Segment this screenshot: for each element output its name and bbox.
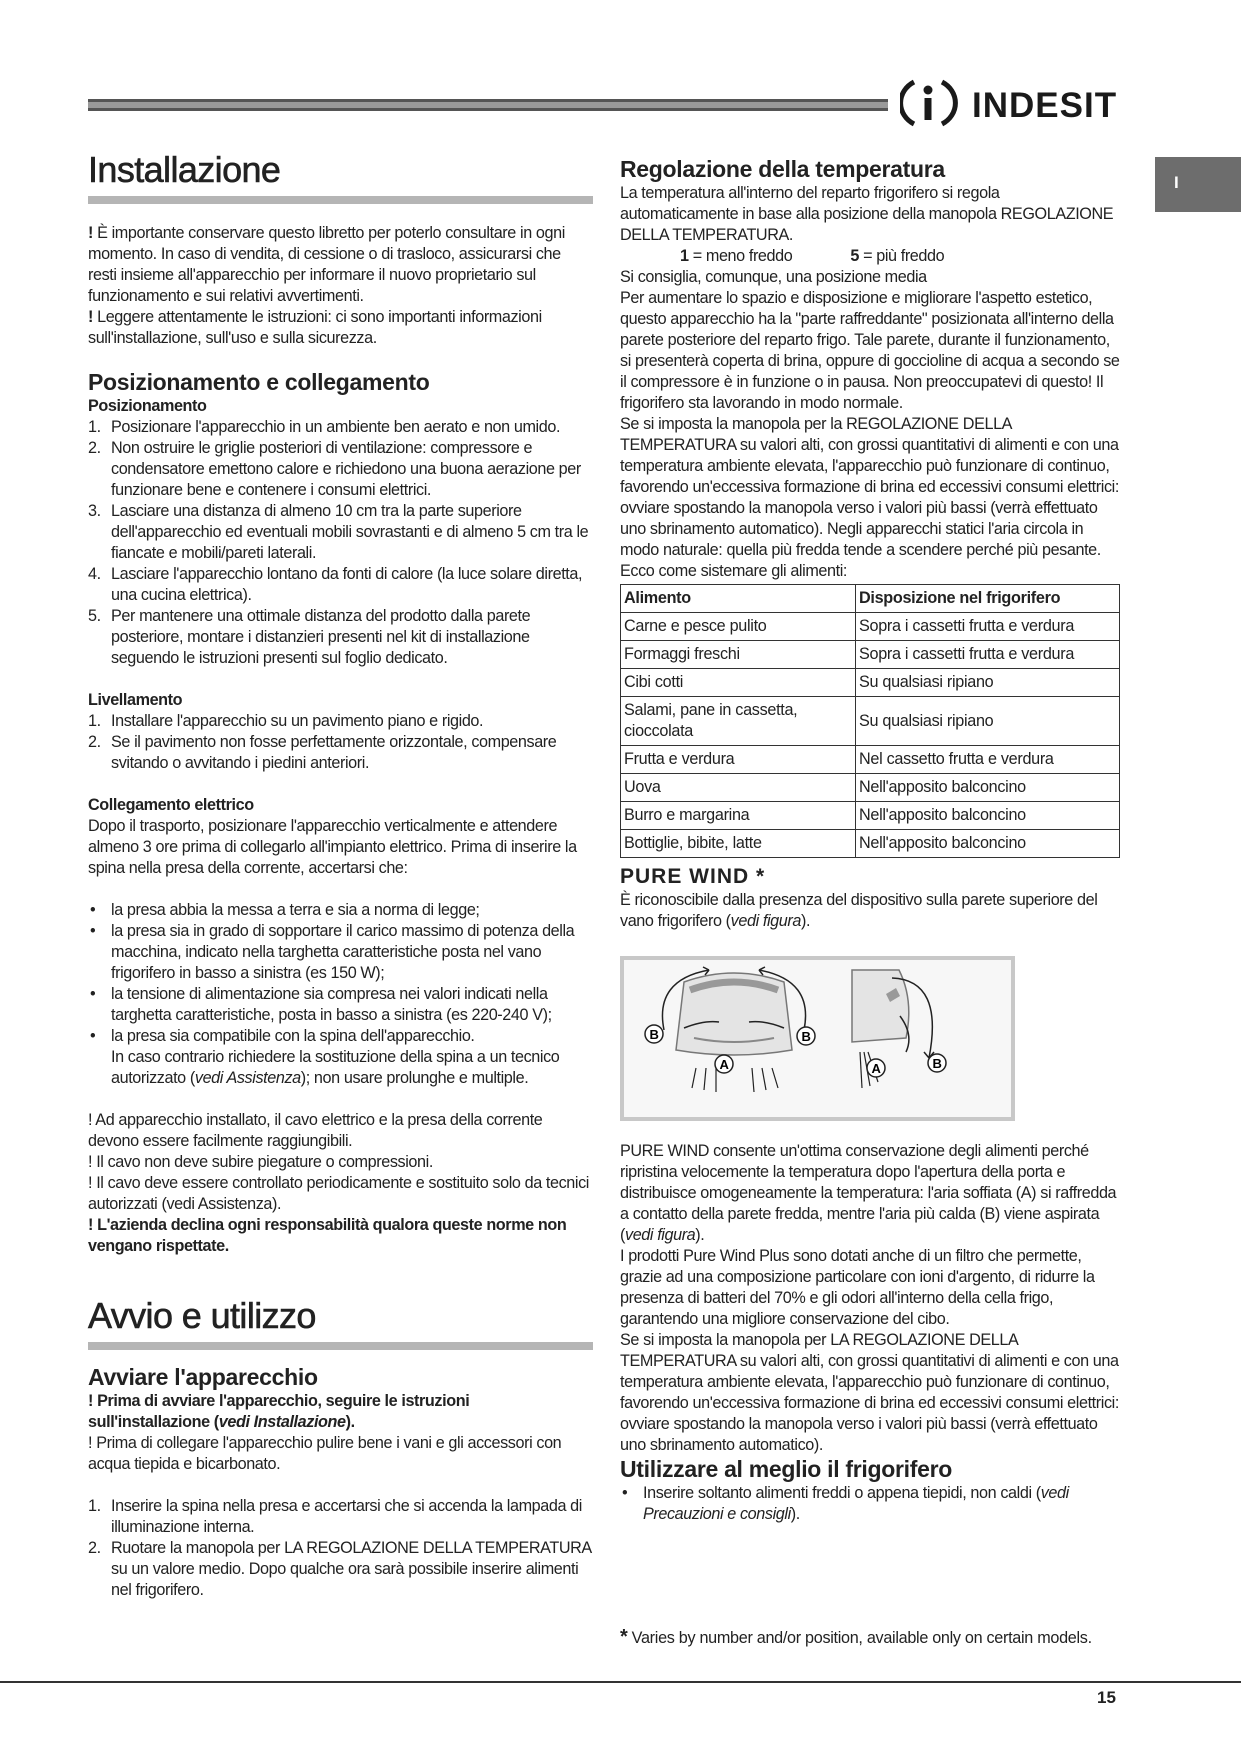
list-item: 2. Se il pavimento non fosse perfettamente orizzontale, compensare svitando o avvitando i piedini anteriori. bbox=[88, 733, 557, 772]
warning-3: ! Il cavo deve essere controllato periodicamente e sostituito solo da tecnici autorizzati (vedi Assistenza). bbox=[88, 1174, 589, 1213]
label-b-right: B bbox=[801, 1029, 811, 1044]
utilizzare-heading: Utilizzare al meglio il frigorifero bbox=[620, 1456, 953, 1482]
posizionamento-list bbox=[88, 417, 593, 669]
table-row: Bottiglie, bibite, latte Nell'apposito balconcino bbox=[621, 830, 1120, 858]
intro-paragraph-2: ! Leggere attentamente le istruzioni: ci sono importanti informazioni sull'installazione, sull'uso e sulla sicurezza. bbox=[88, 308, 542, 347]
collegamento-subheading: Collegamento elettrico bbox=[88, 796, 254, 814]
list-item: • la presa sia in grado di sopportare il carico massimo di potenza della macchina, indicato nella targhetta caratteristiche posta nel vano frigorifero in basso a sinistra (es 150 W); bbox=[88, 921, 593, 984]
temperature-scale: 1 = meno freddo 5 = più freddo bbox=[680, 247, 945, 265]
table-row: Burro e margarina Nell'apposito balconcino bbox=[621, 802, 1120, 830]
pure-wind-diagram-icon bbox=[624, 960, 1011, 1117]
title-rule bbox=[88, 196, 593, 204]
header-rule bbox=[88, 99, 888, 111]
table-header-cell: Disposizione nel frigorifero bbox=[856, 585, 1120, 613]
pure-wind-paragraph-1: PURE WIND consente un'ottima conservazione degli alimenti perché ripristina velocemente la temperatura dopo l'apertura della porta e distribuisce omogeneamente la temperatura: l'aria soffiata (A) si raffredda a contatto della parete fredda, mentre l'aria più calda (B) viene aspirata (vedi figura). bbox=[620, 1142, 1117, 1244]
posizionamento-subheading: Posizionamento bbox=[88, 397, 207, 415]
collegamento-bullets bbox=[88, 900, 593, 1089]
intro-paragraph-1: ! È importante conservare questo libretto per poterlo consultare in ogni momento. In caso di vendita, di cessione o di trasloco, assicurarsi che resti insieme all'apparecchio per informare il nuovo proprietario sul funzionamento e sui relativi avvertimenti. bbox=[88, 224, 565, 305]
info-i-logo-icon bbox=[900, 76, 972, 130]
footer-rule bbox=[0, 1681, 1241, 1683]
title-rule bbox=[88, 1342, 593, 1350]
page-number: 15 bbox=[1097, 1688, 1116, 1707]
language-tab: I bbox=[1155, 157, 1241, 212]
label-b-side: B bbox=[932, 1056, 942, 1071]
posizionamento-heading: Posizionamento e collegamento bbox=[88, 369, 430, 395]
avviare-list bbox=[88, 1496, 593, 1601]
list-item: 3. Lasciare una distanza di almeno 10 cm tra la parte superiore dell'apparecchio ed eventuali mobili sovrastanti e di almeno 5 cm tra le fiancate e mobili/pareti laterali. bbox=[88, 502, 589, 562]
avviare-heading: Avviare l'apparecchio bbox=[88, 1364, 318, 1390]
table-row: Formaggi freschi Sopra i cassetti frutta e verdura bbox=[621, 641, 1120, 669]
livellamento-list bbox=[88, 711, 593, 774]
regolazione-heading: Regolazione della temperatura bbox=[620, 156, 945, 182]
list-item: 4. Lasciare l'apparecchio lontano da fonti di calore (la luce solare diretta, una cucina elettrica). bbox=[88, 565, 583, 604]
regolazione-paragraph-1: La temperatura all'interno del reparto frigorifero si regola automaticamente in base alla posizione della manopola REGOLAZIONE DELLA TEMPERATURA. bbox=[620, 184, 1114, 244]
food-placement-table bbox=[620, 584, 1120, 858]
avvio-title: Avvio e utilizzo bbox=[88, 1295, 316, 1336]
avviare-note: ! Prima di collegare l'apparecchio pulire bene i vani e gli accessori con acqua tiepida e bicarbonato. bbox=[88, 1434, 562, 1473]
utilizzare-bullets bbox=[620, 1483, 1120, 1525]
table-row: Uova Nell'apposito balconcino bbox=[621, 774, 1120, 802]
label-a-left: A bbox=[719, 1057, 729, 1072]
regolazione-paragraph-3: Per aumentare lo spazio e disposizione e migliorare l'aspetto estetico, questo apparecchio ha la "parte raffreddante" posizionata all'interno della parete posteriore del reparto frigo. Tale parete, durante il funzionamento, si presenterà coperta di brina, oppure di goccioline di acqua a secondo se il compressore è in funzione o in pausa. Non preoccupatevi di questo! Il frigorifero sta lavorando in modo normale. bbox=[620, 289, 1120, 412]
list-item: 1. Inserire la spina nella presa e accertarsi che si accenda la lampada di illuminazione interna. bbox=[88, 1497, 582, 1536]
list-item: 1. Installare l'apparecchio su un pavimento piano e rigido. bbox=[88, 712, 484, 730]
table-row: Carne e pesce pulito Sopra i cassetti frutta e verdura bbox=[621, 613, 1120, 641]
footnote-text: Varies by number and/or position, available only on certain models. bbox=[627, 1629, 1092, 1647]
table-row: Cibi cotti Su qualsiasi ripiano bbox=[621, 669, 1120, 697]
table-row: Salami, pane in cassetta, cioccolata Su qualsiasi ripiano bbox=[621, 697, 1120, 746]
left-column bbox=[88, 148, 593, 1601]
pure-wind-figure bbox=[620, 956, 1015, 1121]
list-item: 2. Ruotare la manopola per LA REGOLAZIONE DELLA TEMPERATURA su un valore medio. Dopo qualche ora sarà possibile inserire alimenti nel frigorifero. bbox=[88, 1539, 591, 1599]
brand-name: INDESIT bbox=[972, 86, 1118, 125]
footnote bbox=[620, 1625, 1120, 1650]
table-header-cell: Alimento bbox=[621, 585, 856, 613]
list-item: • la presa sia compatibile con la spina dell'apparecchio. In caso contrario richiedere la sostituzione della spina a un tecnico autorizzato (vedi Assistenza); non usare prolunghe e multiple. bbox=[88, 1026, 593, 1089]
list-item: • Inserire soltanto alimenti freddi o appena tiepidi, non caldi (vedi Precauzioni e consigli). bbox=[620, 1483, 1120, 1525]
regolazione-paragraph-2: Si consiglia, comunque, una posizione media bbox=[620, 268, 927, 286]
warning-2: ! Il cavo non deve subire piegature o compressioni. bbox=[88, 1153, 433, 1171]
warning-4: ! L'azienda declina ogni responsabilità qualora queste norme non vengano rispettate. bbox=[88, 1216, 567, 1255]
installazione-title: Installazione bbox=[88, 149, 281, 190]
list-item: • la presa abbia la messa a terra e sia a norma di legge; bbox=[88, 900, 593, 921]
avviare-warning: ! Prima di avviare l'apparecchio, seguire le istruzioni sull'installazione (vedi Installazione). bbox=[88, 1392, 470, 1431]
pure-wind-paragraph-2: I prodotti Pure Wind Plus sono dotati anche di un filtro che permette, grazie ad una composizione particolare con ioni d'argento, di ridurre la presenza di batteri del 70% e gli odori all'interno della cella frigo, garantendo una migliore conservazione del cibo. bbox=[620, 1247, 1095, 1328]
indesit-logo bbox=[900, 76, 1130, 130]
label-a-right: A bbox=[871, 1061, 881, 1076]
list-item: 2. Non ostruire le griglie posteriori di ventilazione: compressore e condensatore emettono calore e richiedono una buona aerazione per funzionare bene e contenere i consumi elettrici. bbox=[88, 439, 581, 499]
right-column bbox=[620, 156, 1120, 1525]
table-row: Frutta e verdura Nel cassetto frutta e verdura bbox=[621, 746, 1120, 774]
warning-1: ! Ad apparecchio installato, il cavo elettrico e la presa della corrente devono essere facilmente raggiungibili. bbox=[88, 1111, 543, 1150]
list-item: 5. Per mantenere una ottimale distanza del prodotto dalla parete posteriore, montare i distanzieri presenti nel kit di installazione seguendo le istruzioni presenti sul foglio dedicato. bbox=[88, 607, 531, 667]
list-item: 1. Posizionare l'apparecchio in un ambiente ben aerato e non umido. bbox=[88, 418, 561, 436]
livellamento-subheading: Livellamento bbox=[88, 691, 183, 709]
collegamento-paragraph: Dopo il trasporto, posizionare l'apparecchio verticalmente e attendere almeno 3 ore prima di collegarlo all'impianto elettrico. Prima di inserire la spina nella presa della corrente, accertarsi che: bbox=[88, 817, 577, 877]
regolazione-paragraph-4: Se si imposta la manopola per la REGOLAZIONE DELLA TEMPERATURA su valori alti, con grossi quantitativi di alimenti e con una temperatura ambiente elevata, l'apparecchio può funzionare di continuo, favorendo un'eccessiva formazione di brina ed eccessivi consumi elettrici: ovviare spostando la manopola verso i valori più bassi (verrà effettuato uno sbrinamento automatico). Negli apparecchi statici l'aria circola in modo naturale: quella più fredda tende a scendere perché più pesante. Ecco come sistemare gli alimenti: bbox=[620, 415, 1119, 580]
list-item: • la tensione di alimentazione sia compresa nei valori indicati nella targhetta caratteristiche, posta in basso a sinistra (es 220-240 V); bbox=[88, 984, 593, 1026]
label-b-left: B bbox=[649, 1027, 659, 1042]
pure-wind-paragraph-3: Se si imposta la manopola per LA REGOLAZIONE DELLA TEMPERATURA su valori alti, con grossi quantitativi di alimenti e con una temperatura ambiente elevata, l'apparecchio può funzionare di continuo, favorendo un'eccessiva formazione di brina ed eccessivi consumi elettrici: ovviare spostando la manopola verso i valori più bassi (verrà effettuato uno sbrinamento automatico). bbox=[620, 1331, 1119, 1454]
table-header-row bbox=[621, 585, 1120, 613]
footnote-star: * bbox=[620, 1626, 628, 1648]
pure-wind-heading: PURE WIND * bbox=[620, 865, 766, 888]
pure-wind-intro: È riconoscibile dalla presenza del dispositivo sulla parete superiore del vano frigorifero (vedi figura). bbox=[620, 891, 1098, 930]
